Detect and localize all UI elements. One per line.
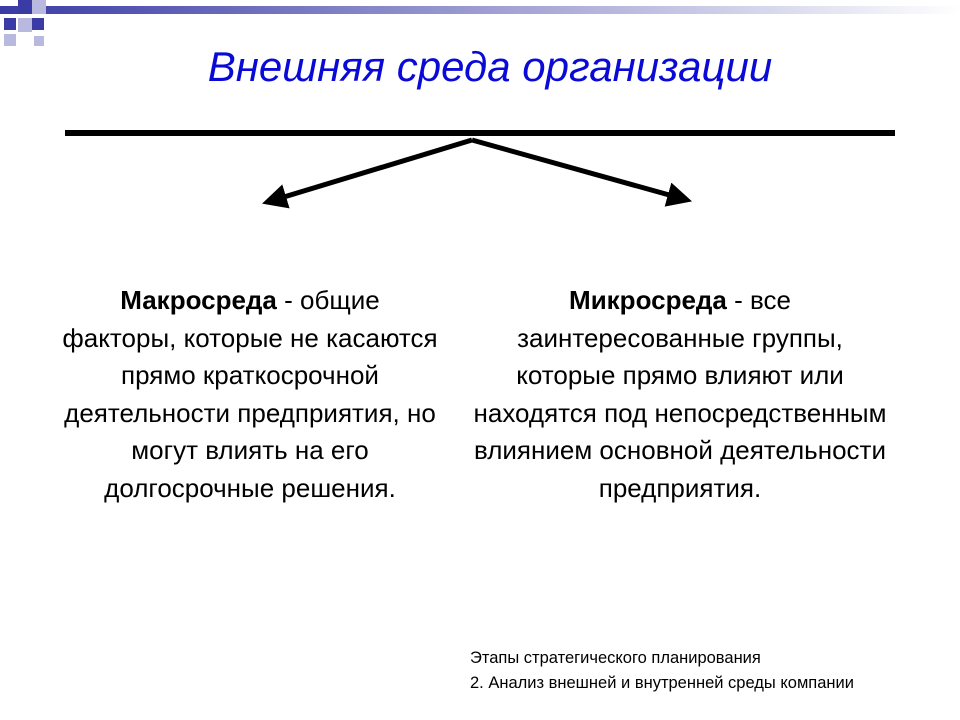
micro-description: - все заинтересованные группы, которые прямо влияют или находятся под непосредственным влиянием основной деятельности предприятия. xyxy=(473,285,887,503)
footer-caption xyxy=(470,646,940,696)
arrow-to-macro xyxy=(274,140,472,200)
micro-term: Микросреда xyxy=(569,285,727,315)
caption-line-1: Этапы стратегического планирования xyxy=(470,649,761,667)
slide-title: Внешняя среда организации xyxy=(207,43,773,90)
arrow-to-micro xyxy=(472,140,680,198)
macro-term: Макросреда xyxy=(120,285,277,315)
macro-environment-block xyxy=(60,282,440,507)
caption-line-2: 2. Анализ внешней и внутренней среды компании xyxy=(470,674,854,692)
branch-diagram xyxy=(0,0,960,240)
macro-description: - общие факторы, которые не касаются прямо краткосрочной деятельности предприятия, но могут влиять на его долгосрочные решения. xyxy=(62,285,438,503)
micro-environment-block xyxy=(470,282,890,507)
